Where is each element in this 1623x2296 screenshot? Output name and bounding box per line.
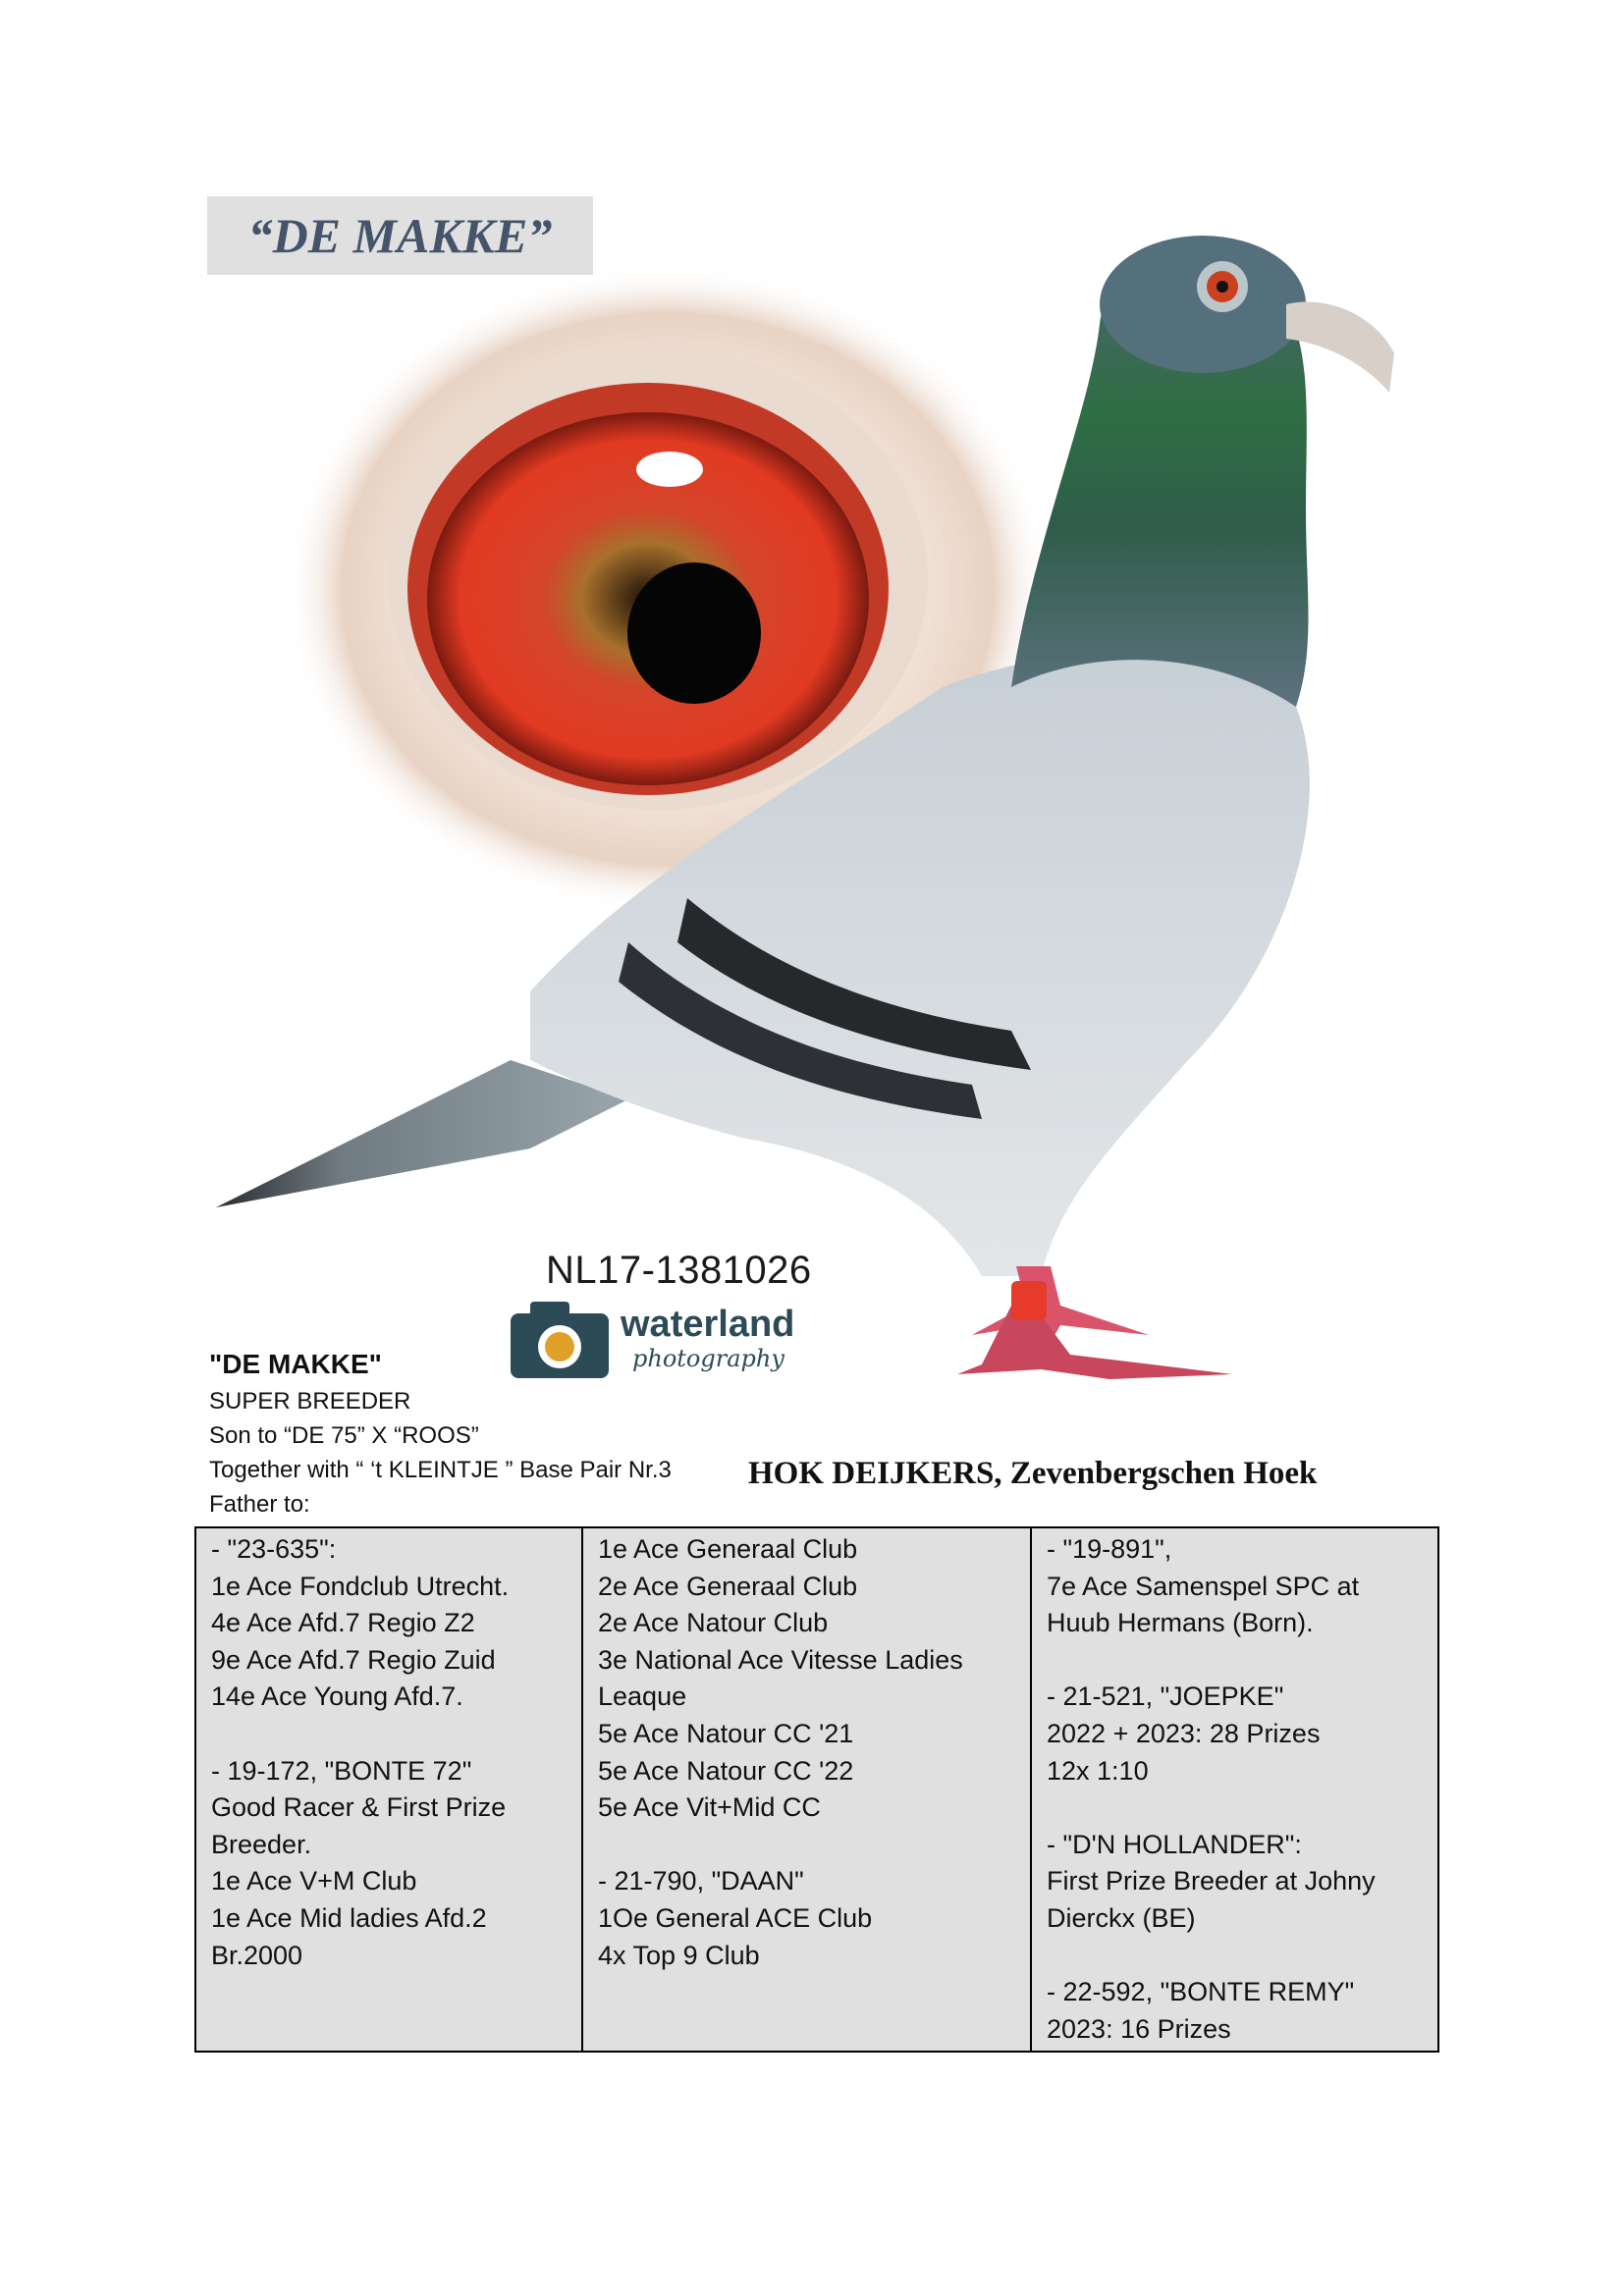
table-cell-line: 4e Ace Afd.7 Regio Z2 [211, 1608, 475, 1638]
ring-number: NL17-1381026 [546, 1249, 812, 1292]
table-cell-line: 1e Ace Fondclub Utrecht. [211, 1571, 510, 1601]
page-title: “DE MAKKE” [247, 208, 553, 263]
table-cell-line: 5e Ace Natour CC '21 [598, 1718, 854, 1748]
table-cell-line: - "D'N HOLLANDER": [1047, 1829, 1302, 1859]
table-cell-line: 2e Ace Generaal Club [598, 1571, 858, 1601]
table-cell-line: 2022 + 2023: 28 Prizes [1047, 1718, 1321, 1748]
table-cell-line: 1e Ace Generaal Club [598, 1534, 858, 1564]
pigeon-tail [216, 1060, 628, 1207]
table-cell-line: 3e National Ace Vitesse Ladies [598, 1644, 963, 1675]
table-cell-line: - 21-521, "JOEPKE" [1047, 1682, 1284, 1712]
table-cell-line: - "23-635": [211, 1534, 337, 1564]
table-cell-line: Breeder. [211, 1829, 312, 1859]
table-cell-col2 [582, 1527, 1031, 2052]
table-cell-line: - "19-891", [1047, 1534, 1172, 1564]
info-line: Father to: [209, 1491, 310, 1518]
table-cell-line: 5e Ace Natour CC '22 [598, 1755, 854, 1786]
table-cell-line [1047, 1642, 1426, 1680]
table-cell-line: Leaque [598, 1682, 687, 1712]
table-cell-col1 [195, 1527, 582, 2052]
table-cell-line [211, 1716, 569, 1753]
table-cell-line: Br.2000 [211, 1940, 303, 1970]
table-cell-line: 2023: 16 Prizes [1047, 2013, 1231, 2044]
table-cell-line: Huub Hermans (Born). [1047, 1608, 1314, 1638]
watermark-sub: photography [632, 1345, 784, 1372]
table-cell-line: 1e Ace Mid ladies Afd.2 [211, 1902, 487, 1933]
table-cell-line: First Prize Breeder at Johny [1047, 1866, 1376, 1896]
table-cell-line [1047, 1938, 1426, 1975]
table-cell-line: 4x Top 9 Club [598, 1940, 760, 1970]
table-cell-line: Good Racer & First Prize [211, 1792, 507, 1823]
offspring-table [194, 1526, 1439, 2053]
watermark-word: waterland [621, 1304, 795, 1345]
info-line: Son to “DE 75” X “ROOS” [209, 1422, 479, 1449]
table-cell-line: 14e Ace Young Afd.7. [211, 1682, 463, 1712]
table-cell-line: 9e Ace Afd.7 Regio Zuid [211, 1644, 496, 1675]
table-cell-line: Dierckx (BE) [1047, 1902, 1196, 1933]
loft-name: HOK DEIJKERS, Zevenbergschen Hoek [748, 1456, 1318, 1491]
table-cell-line: - 19-172, "BONTE 72" [211, 1755, 472, 1786]
table-cell-col3 [1031, 1527, 1438, 2052]
table-cell-line: 2e Ace Natour Club [598, 1608, 829, 1638]
table-cell-line: - 21-790, "DAAN" [598, 1866, 804, 1896]
pigeon-name: "DE MAKKE" [209, 1349, 382, 1379]
info-line: Together with “ ‘t KLEINTJE ” Base Pair Nr.3 [209, 1457, 672, 1483]
table-cell-line: 1Oe General ACE Club [598, 1902, 873, 1933]
pigeon-info [209, 1345, 672, 1522]
info-line: SUPER BREEDER [209, 1388, 411, 1415]
table-cell-line [598, 1827, 1018, 1864]
table-row [195, 1527, 1438, 2052]
table-cell-line: 1e Ace V+M Club [211, 1866, 417, 1896]
table-cell-line [1047, 1789, 1426, 1827]
table-cell-line: 7e Ace Samenspel SPC at [1047, 1571, 1360, 1601]
table-cell-line: 12x 1:10 [1047, 1755, 1149, 1786]
table-cell-line: 5e Ace Vit+Mid CC [598, 1792, 821, 1823]
table-cell-line: - 22-592, "BONTE REMY" [1047, 1977, 1355, 2007]
